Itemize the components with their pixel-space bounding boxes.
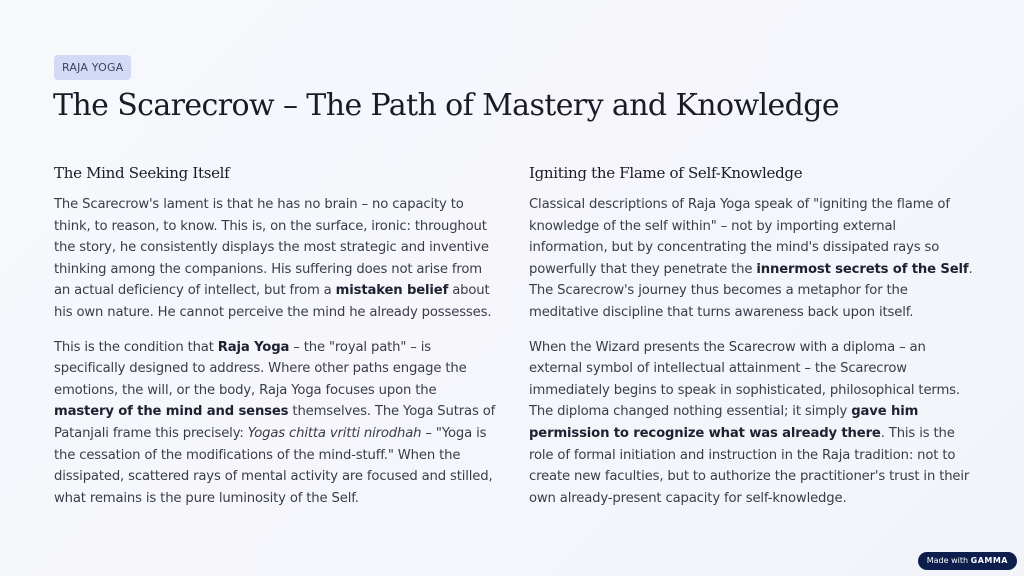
text-segment: . The Scarecrow's journey thus becomes a metaphor for the meditative discipline that turns awareness back upon itself. [529, 261, 973, 320]
text-segment: about his own nature. He cannot perceive the mind he already possesses. [54, 283, 492, 320]
body-paragraph [529, 337, 975, 510]
badge-prefix: Made with [926, 556, 971, 565]
section-heading: The Mind Seeking Itself [54, 164, 230, 182]
body-paragraph [529, 194, 975, 324]
bold-text: innermost secrets of the Self [756, 261, 969, 277]
text-segment: When the Wizard presents the Scarecrow with a diploma – an external symbol of intellectual attainment – the Scarecrow immediately begins to speak in sophisticated, philosophical terms. The diploma changed nothing essential; it simply [529, 339, 960, 420]
body-paragraph [54, 194, 500, 324]
body-paragraph [54, 337, 500, 510]
text-segment: . This is the role of formal initiation and instruction in the Raja tradition: not to create new faculties, but to authorize the practitioner's trust in their own already-present capacity for self-knowledge. [529, 425, 970, 506]
page-title: The Scarecrow – The Path of Mastery and Knowledge [53, 88, 840, 123]
category-tag: RAJA YOGA [54, 55, 131, 80]
text-segment: – the "royal path" – is specifically designed to address. Where other paths engage the emotions, the will, or the body, Raja Yoga focuses upon the [54, 339, 467, 398]
text-segment: This is the condition that [54, 339, 218, 355]
text-segment: – "Yoga is the cessation of the modifications of the mind-stuff." When the dissipated, scattered rays of mental activity are focused and stilled, what remains is the pure luminosity of the Self. [54, 425, 493, 506]
text-segment: The Scarecrow's lament is that he has no brain – no capacity to think, to reason, to know. This is, on the surface, ironic: throughout the story, he consistently displays the most strategic and inventive thinking among the companions. His suffering does not arise from an actual deficiency of intellect, but from a [54, 197, 489, 299]
bold-text: Raja Yoga [217, 339, 290, 355]
bold-text: gave him permission to recognize what was already there [529, 404, 919, 441]
text-segment: themselves. The Yoga Sutras of Patanjali frame this precisely: [54, 404, 496, 441]
made-with-gamma-badge[interactable] [918, 552, 1017, 570]
gamma-logo: GAMMA [970, 556, 1008, 565]
bold-text: mastery of the mind and senses [54, 404, 289, 420]
section-heading: Igniting the Flame of Self-Knowledge [529, 164, 803, 182]
right-column [529, 162, 975, 522]
left-column [54, 162, 500, 522]
text-segment: Classical descriptions of Raja Yoga speak of "igniting the flame of knowledge of the self within" – not by importing external information, but by concentrating the mind's dissipated rays so powerfully that they penetrate the [529, 197, 950, 277]
bold-text: mistaken belief [335, 283, 449, 299]
italic-text: Yogas chitta vritti nirodhah [247, 425, 422, 441]
